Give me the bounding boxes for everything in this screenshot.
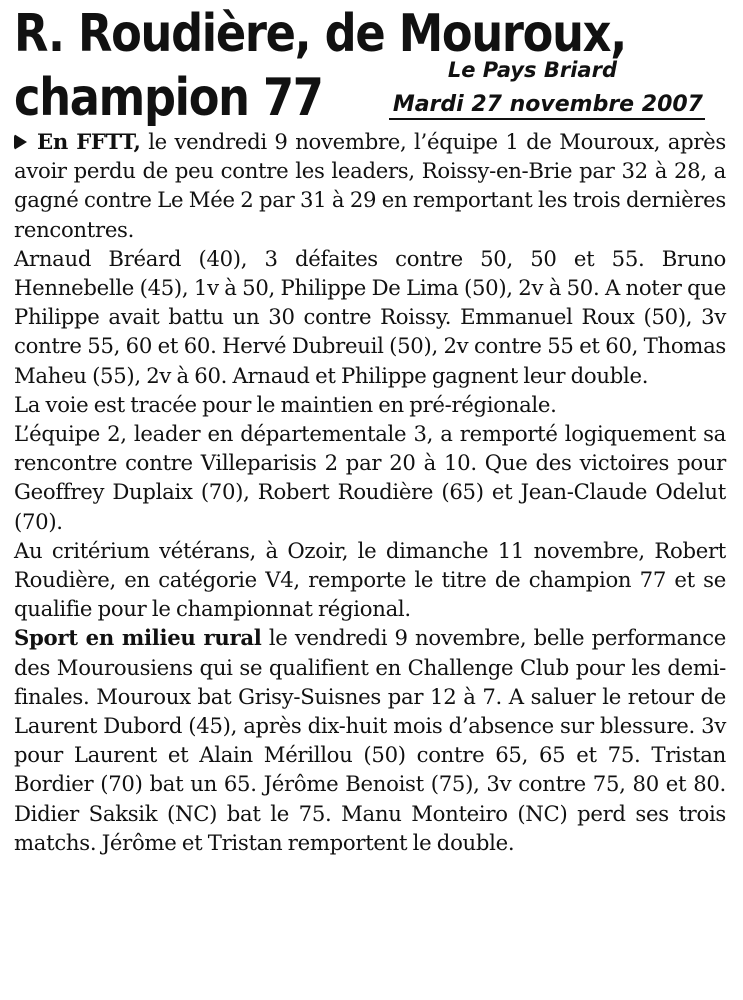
publication-date: Mardi 27 novembre 2007 [389, 92, 705, 120]
paragraph-lead: Sport en milieu rural [14, 625, 262, 651]
paragraph-text: le vendredi 9 novembre, belle performance des Mourousiens qui se qualifient en Challenge Club pour les demi-finales. Mouroux bat Grisy-Suisnes par 12 à 7. A saluer le retour de Laurent Dubord (45), après dix-huit mois d’absence sur blessure. 3v pour Laurent et Alain Mérillou (50) contre 65, 65 et 75. Tristan Bordier (70) bat un 65. Jérôme Benoist (75), 3v contre 75, 80 et 80. Didier Saksik (NC) bat le 75. Manu Monteiro (NC) perd ses trois matchs. Jérôme et Tristan remportent le double. [14, 625, 727, 855]
article-paragraph-1 [14, 127, 726, 244]
article-paragraph-3: La voie est tracée pour le maintien en pré-régionale. [14, 391, 557, 417]
article-paragraph-2: Arnaud Bréard (40), 3 défaites contre 50, 50 et 55. Bruno Hennebelle (45), 1v à 50, Philippe De Lima (50), 2v à 50. A noter que Philippe avait battu un 30 contre Roissy. Emmanuel Roux (50), 3v contre 55, 60 et 60. Hervé Dubreuil (50), 2v contre 55 et 60, Thomas Maheu (55), 2v à 60. Arnaud et Philippe gagnent leur double. [14, 245, 726, 388]
headline-line-1: R. Roudière, de Mouroux, [14, 4, 626, 64]
newspaper-source: Le Pays Briard [447, 58, 617, 82]
paragraph-lead: En FFTT, [37, 129, 141, 154]
headline-line-2: champion 77 [14, 68, 323, 128]
article-paragraph-4: L’équipe 2, leader en départementale 3, a remporté logiquement sa rencontre contre Villeparisis 2 par 20 à 10. Que des victoires pour Geoffrey Duplaix (70), Robert Roudière (65) et Jean-Claude Odelut (70). [14, 421, 726, 534]
article-paragraph-5: Au critérium vétérans, à Ozoir, le dimanche 11 novembre, Robert Roudière, en catégorie V4, remporte le titre de champion 77 et se qualifie pour le championnat régional. [14, 537, 726, 622]
article-body [14, 127, 726, 857]
paragraph-marker-icon [14, 134, 27, 150]
article-paragraph-6 [14, 623, 726, 857]
paragraph-text: le vendredi 9 novembre, l’équipe 1 de Mouroux, après avoir perdu de peu contre les leaders, Roissy-en-Brie par 32 à 28, a gagné contre Le Mée 2 par 31 à 29 en remportant les trois dernières rencontres. [14, 129, 726, 242]
